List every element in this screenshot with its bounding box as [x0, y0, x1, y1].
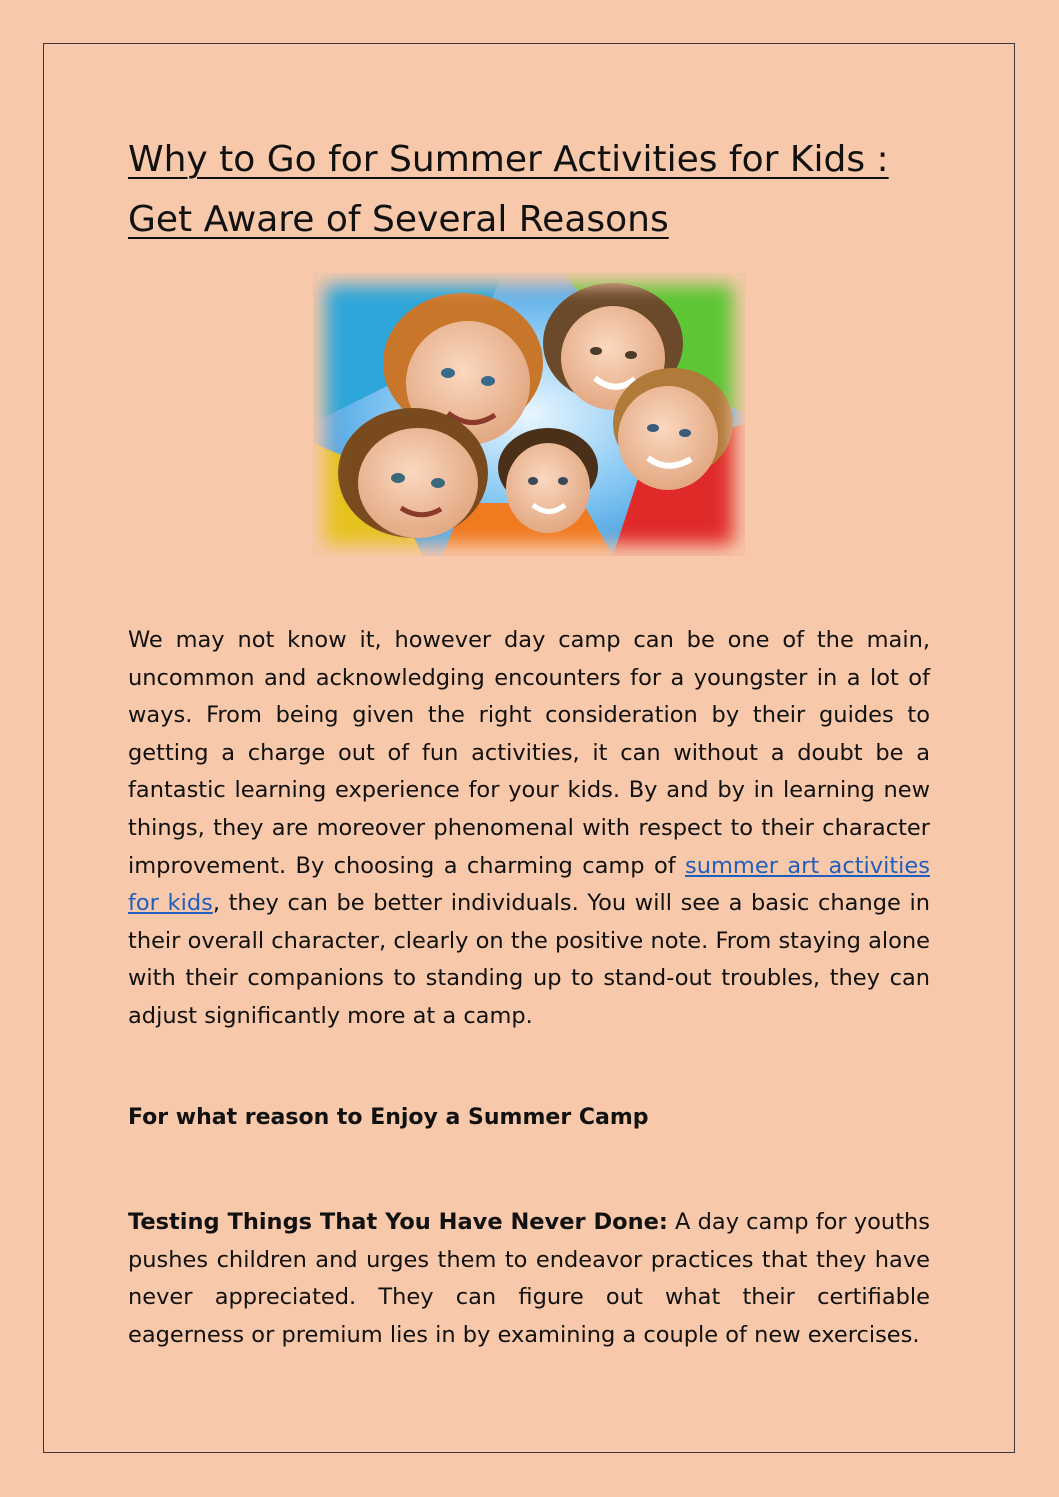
- section-heading: For what reason to Enjoy a Summer Camp: [128, 1105, 649, 1130]
- kids-huddle-photo: [313, 273, 745, 556]
- paragraph-testing-things: [128, 1204, 930, 1354]
- paragraph-intro: [128, 622, 930, 1036]
- paragraph-testing-text: A day camp for youths pushes children and urges them to endeavor practices that they have never appreciated. They can figure out what their certifiable eagerness or premium lies in by examining a couple of new exercises.: [128, 1209, 930, 1348]
- paragraph-lead-heading: Testing Things That You Have Never Done:: [128, 1209, 668, 1235]
- document-title: Why to Go for Summer Activities for Kids : Get Aware of Several Reasons: [128, 139, 889, 240]
- summer-art-activities-link[interactable]: summer art activities for kids: [128, 852, 930, 917]
- paragraph-intro-text: We may not know it, however day camp can be one of the main, uncommon and acknowledging encounters for a youngster in a lot of ways. From being given the right consideration by their guides to getting a charge out of fun activities, it can without a doubt be a fantastic learning experience for your kids. By and by in learning new things, they are moreover phenomenal with respect to their character improvement. By choosing a charming camp of: [128, 627, 930, 879]
- paragraph-intro-text-continued: , they can be better individuals. You will see a basic change in their overall character, clearly on the positive note. From staying alone with their companions to standing up to stand-out troubles, they can adjust significantly more at a camp.: [128, 890, 930, 1029]
